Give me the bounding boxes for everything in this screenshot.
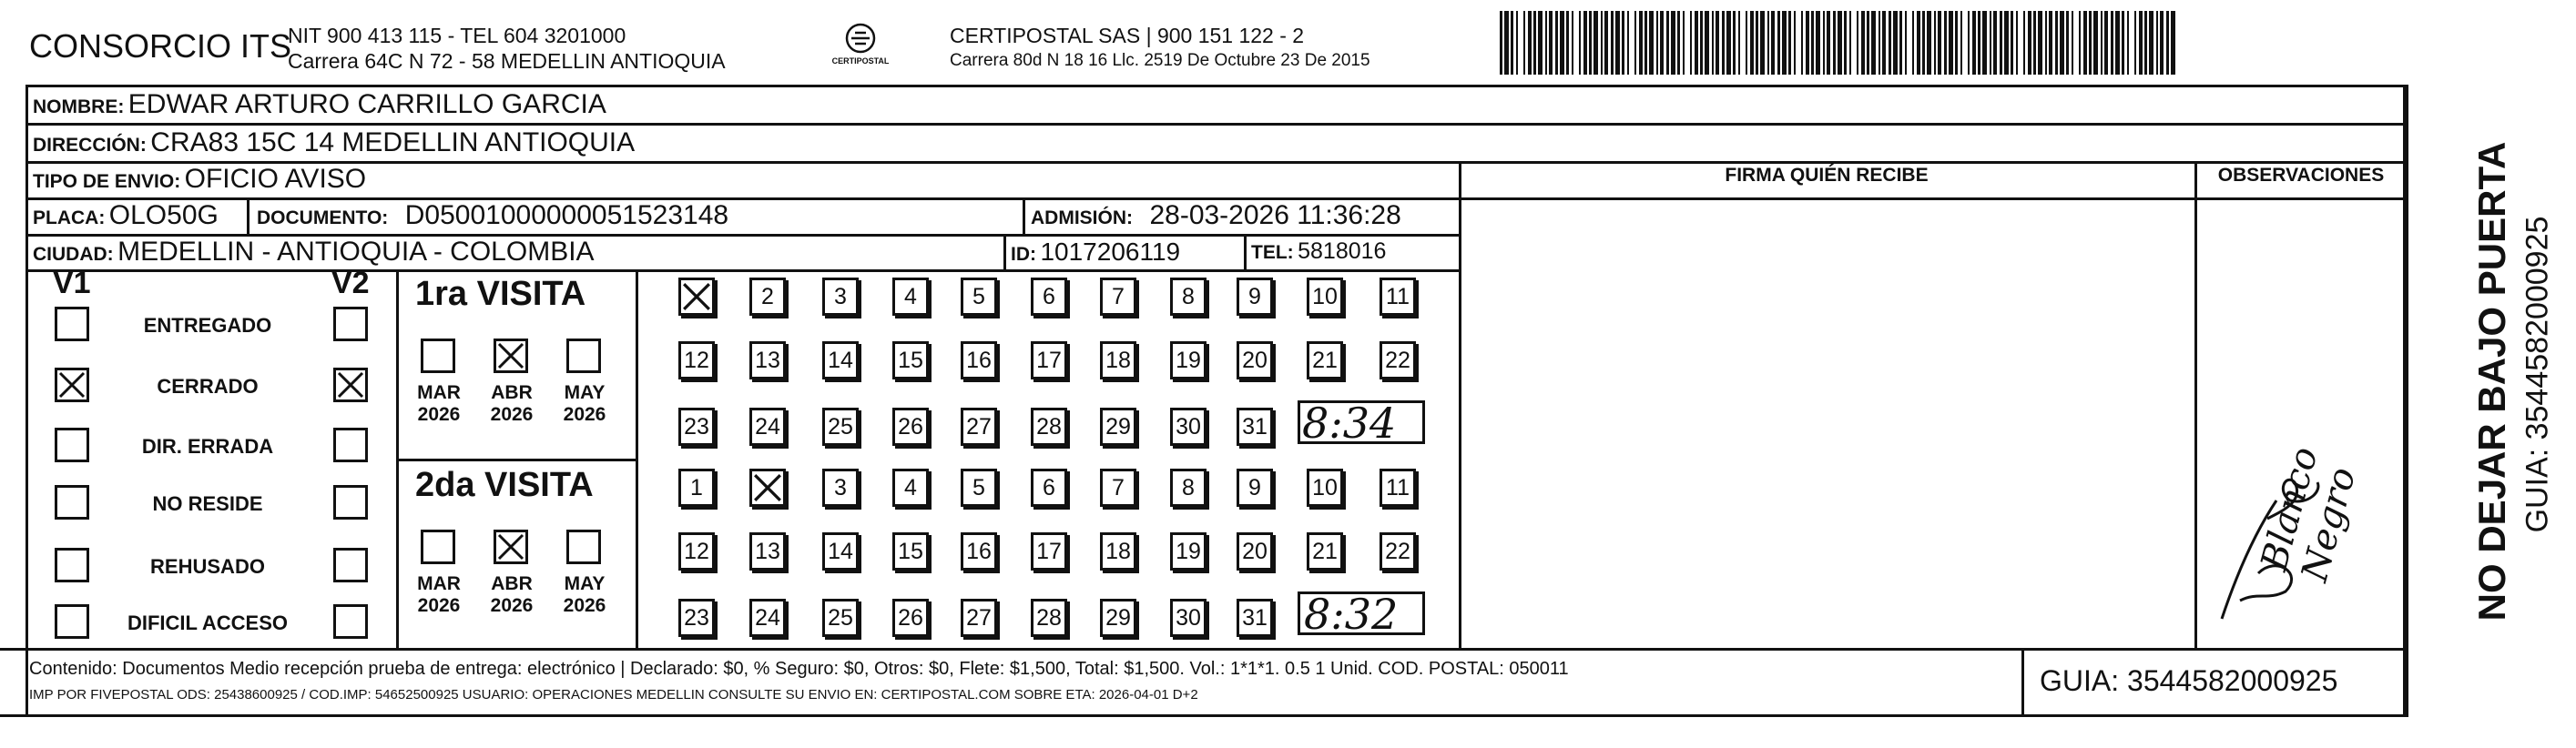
second-visit-title: 2da VISITA bbox=[415, 466, 594, 504]
admision-row bbox=[1031, 200, 1401, 231]
first-month-box[interactable] bbox=[421, 339, 455, 373]
v1-checkbox[interactable] bbox=[55, 368, 89, 402]
first-time-box bbox=[1298, 400, 1425, 444]
firma-header: FIRMA QUIÉN RECIBE bbox=[1725, 165, 1929, 186]
admision-label: ADMISIÓN: bbox=[1031, 207, 1133, 228]
v1-checkbox[interactable] bbox=[55, 485, 89, 520]
second-day-25[interactable]: 25 bbox=[822, 599, 859, 637]
second-day-20[interactable]: 20 bbox=[1237, 532, 1273, 571]
second-time-box bbox=[1298, 591, 1425, 635]
tipo-value: OFICIO AVISO bbox=[184, 164, 367, 194]
status-label: DIR. ERRADA bbox=[141, 435, 274, 458]
ciudad-label: CIUDAD: bbox=[33, 244, 114, 265]
first-day-14[interactable]: 14 bbox=[822, 341, 859, 379]
placa-label: PLACA: bbox=[33, 207, 106, 228]
first-month-label: MAY 2026 bbox=[563, 382, 606, 425]
observaciones-header: OBSERVACIONES bbox=[2217, 165, 2385, 186]
company-address: Carrera 64C N 72 - 58 MEDELLIN ANTIOQUIA bbox=[288, 49, 726, 73]
second-day-17[interactable]: 17 bbox=[1031, 532, 1067, 571]
first-day-30[interactable]: 30 bbox=[1170, 408, 1207, 446]
second-day-21[interactable]: 21 bbox=[1307, 532, 1343, 571]
second-day-8[interactable]: 8 bbox=[1170, 469, 1207, 507]
logo-caption: CERTIPOSTAL bbox=[831, 56, 890, 66]
status-label: NO RESIDE bbox=[152, 492, 263, 515]
second-day-27[interactable]: 27 bbox=[961, 599, 997, 637]
nombre-row bbox=[33, 89, 606, 120]
first-day-7[interactable]: 7 bbox=[1100, 278, 1136, 316]
admision-value: 28-03-2026 11:36:28 bbox=[1149, 200, 1401, 230]
v1-label: V1 bbox=[53, 266, 91, 300]
first-month-label: ABR 2026 bbox=[490, 382, 534, 425]
ciudad-value: MEDELLIN - ANTIOQUIA - COLOMBIA bbox=[117, 237, 595, 267]
first-day-26[interactable]: 26 bbox=[892, 408, 929, 446]
first-day-12[interactable]: 12 bbox=[678, 341, 715, 379]
first-day-1[interactable] bbox=[678, 278, 715, 316]
second-day-1[interactable]: 1 bbox=[678, 469, 715, 507]
second-day-24[interactable]: 24 bbox=[749, 599, 786, 637]
second-day-16[interactable]: 16 bbox=[961, 532, 997, 571]
certipostal-logo bbox=[824, 20, 897, 75]
second-day-2[interactable] bbox=[749, 469, 786, 507]
first-month-box[interactable] bbox=[494, 339, 528, 373]
first-day-2[interactable]: 2 bbox=[749, 278, 786, 316]
second-day-7[interactable]: 7 bbox=[1100, 469, 1136, 507]
documento-row bbox=[257, 200, 728, 231]
second-month-label: MAR 2026 bbox=[417, 573, 461, 616]
tel-value: 5818016 bbox=[1298, 238, 1387, 264]
second-day-30[interactable]: 30 bbox=[1170, 599, 1207, 637]
id-label: ID: bbox=[1011, 244, 1036, 265]
second-day-15[interactable]: 15 bbox=[892, 532, 929, 571]
observaciones-note: Blanco Negro bbox=[2253, 442, 2365, 586]
second-day-23[interactable]: 23 bbox=[678, 599, 715, 637]
second-day-5[interactable]: 5 bbox=[961, 469, 997, 507]
first-month-box[interactable] bbox=[566, 339, 601, 373]
second-day-10[interactable]: 10 bbox=[1307, 469, 1343, 507]
nombre-value: EDWAR ARTURO CARRILLO GARCIA bbox=[127, 89, 606, 119]
second-month-box[interactable] bbox=[421, 530, 455, 564]
second-month-box[interactable] bbox=[494, 530, 528, 564]
side-warning-line1: NO DEJAR BAJO PUERTA bbox=[2470, 141, 2513, 622]
first-day-22[interactable]: 22 bbox=[1380, 341, 1416, 379]
second-day-3[interactable]: 3 bbox=[822, 469, 859, 507]
tipo-row bbox=[33, 164, 366, 195]
first-day-6[interactable]: 6 bbox=[1031, 278, 1067, 316]
v2-checkbox[interactable] bbox=[333, 485, 368, 520]
status-label: REHUSADO bbox=[150, 555, 265, 578]
first-day-29[interactable]: 29 bbox=[1100, 408, 1136, 446]
company-nit: NIT 900 413 115 - TEL 604 3201000 bbox=[288, 24, 626, 47]
first-visit-time: 8:34 bbox=[1302, 399, 1397, 448]
status-label: CERRADO bbox=[157, 375, 259, 398]
first-day-4[interactable]: 4 bbox=[892, 278, 929, 316]
second-day-13[interactable]: 13 bbox=[749, 532, 786, 571]
v1-checkbox[interactable] bbox=[55, 307, 89, 341]
first-day-21[interactable]: 21 bbox=[1307, 341, 1343, 379]
first-day-9[interactable]: 9 bbox=[1237, 278, 1273, 316]
status-label: DIFICIL ACCESO bbox=[127, 612, 288, 634]
side-warning-line2: GUIA: 3544582000925 bbox=[2520, 216, 2555, 533]
first-day-31[interactable]: 31 bbox=[1237, 408, 1273, 446]
second-visit-time: 8:32 bbox=[1304, 590, 1399, 639]
first-visit-title: 1ra VISITA bbox=[415, 275, 586, 313]
first-day-15[interactable]: 15 bbox=[892, 341, 929, 379]
v2-checkbox[interactable] bbox=[333, 368, 368, 402]
first-day-13[interactable]: 13 bbox=[749, 341, 786, 379]
documento-value: D05001000000051523148 bbox=[404, 200, 729, 230]
tel-row bbox=[1251, 238, 1386, 265]
first-day-27[interactable]: 27 bbox=[961, 408, 997, 446]
first-day-5[interactable]: 5 bbox=[961, 278, 997, 316]
first-day-23[interactable]: 23 bbox=[678, 408, 715, 446]
second-day-9[interactable]: 9 bbox=[1237, 469, 1273, 507]
second-day-28[interactable]: 28 bbox=[1031, 599, 1067, 637]
v1-checkbox[interactable] bbox=[55, 428, 89, 462]
id-value: 1017206119 bbox=[1040, 238, 1181, 266]
first-month-label: MAR 2026 bbox=[417, 382, 461, 425]
first-day-18[interactable]: 18 bbox=[1100, 341, 1136, 379]
barcode bbox=[1500, 11, 2178, 79]
v2-checkbox[interactable] bbox=[333, 604, 368, 639]
id-row bbox=[1011, 238, 1180, 267]
placa-value: OLO50G bbox=[108, 200, 219, 230]
v2-checkbox[interactable] bbox=[333, 548, 368, 582]
second-day-22[interactable]: 22 bbox=[1380, 532, 1416, 571]
courier-license: Carrera 80d N 18 16 Llc. 2519 De Octubre 23 De 2015 bbox=[950, 51, 1370, 70]
second-day-26[interactable]: 26 bbox=[892, 599, 929, 637]
tel-label: TEL: bbox=[1251, 242, 1294, 263]
second-day-19[interactable]: 19 bbox=[1170, 532, 1207, 571]
v2-checkbox[interactable] bbox=[333, 428, 368, 462]
documento-label: DOCUMENTO: bbox=[257, 207, 389, 228]
tipo-label: TIPO DE ENVIO: bbox=[33, 171, 181, 192]
second-day-4[interactable]: 4 bbox=[892, 469, 929, 507]
first-day-11[interactable]: 11 bbox=[1380, 278, 1416, 316]
second-month-box[interactable] bbox=[566, 530, 601, 564]
first-day-3[interactable]: 3 bbox=[822, 278, 859, 316]
first-day-25[interactable]: 25 bbox=[822, 408, 859, 446]
first-day-10[interactable]: 10 bbox=[1307, 278, 1343, 316]
second-month-label: ABR 2026 bbox=[490, 573, 534, 616]
courier-info: CERTIPOSTAL SAS | 900 151 122 - 2 bbox=[950, 24, 1305, 47]
first-day-19[interactable]: 19 bbox=[1170, 341, 1207, 379]
v2-label: V2 bbox=[331, 266, 370, 300]
placa-row bbox=[33, 200, 219, 231]
second-day-11[interactable]: 11 bbox=[1380, 469, 1416, 507]
company-name: CONSORCIO ITS bbox=[29, 27, 292, 65]
first-day-28[interactable]: 28 bbox=[1031, 408, 1067, 446]
v1-checkbox[interactable] bbox=[55, 548, 89, 582]
first-day-20[interactable]: 20 bbox=[1237, 341, 1273, 379]
v1-checkbox[interactable] bbox=[55, 604, 89, 639]
second-day-18[interactable]: 18 bbox=[1100, 532, 1136, 571]
first-day-16[interactable]: 16 bbox=[961, 341, 997, 379]
second-day-12[interactable]: 12 bbox=[678, 532, 715, 571]
v2-checkbox[interactable] bbox=[333, 307, 368, 341]
first-day-24[interactable]: 24 bbox=[749, 408, 786, 446]
second-day-14[interactable]: 14 bbox=[822, 532, 859, 571]
first-day-17[interactable]: 17 bbox=[1031, 341, 1067, 379]
footer-guia: GUIA: 3544582000925 bbox=[2040, 664, 2338, 697]
ciudad-row bbox=[33, 237, 595, 268]
second-day-29[interactable]: 29 bbox=[1100, 599, 1136, 637]
second-day-31[interactable]: 31 bbox=[1237, 599, 1273, 637]
nombre-label: NOMBRE: bbox=[33, 96, 125, 117]
second-day-6[interactable]: 6 bbox=[1031, 469, 1067, 507]
side-warning bbox=[2413, 118, 2555, 655]
second-month-label: MAY 2026 bbox=[563, 573, 606, 616]
direccion-row bbox=[33, 127, 635, 158]
direccion-value: CRA83 15C 14 MEDELLIN ANTIOQUIA bbox=[150, 127, 636, 157]
status-label: ENTREGADO bbox=[143, 314, 272, 337]
first-day-8[interactable]: 8 bbox=[1170, 278, 1207, 316]
footer-content: Contenido: Documentos Medio recepción prueba de entrega: electrónico | Declarado: $0, % Seguro: $0, Otros: $0, Flete: $1,500, Total: $1,500. Vol.: 1*1*1. 0.5 1 Unid. COD. POSTAL: 050011 bbox=[29, 659, 1569, 679]
footer-meta: IMP POR FIVEPOSTAL ODS: 25438600925 / COD.IMP: 54652500925 USUARIO: OPERACIONES MEDELLIN CONSULTE SU ENVIO EN: CERTIPOSTAL.COM SOBRE ETA: 2026-04-01 D+2 bbox=[29, 687, 1198, 703]
direccion-label: DIRECCIÓN: bbox=[33, 135, 147, 156]
